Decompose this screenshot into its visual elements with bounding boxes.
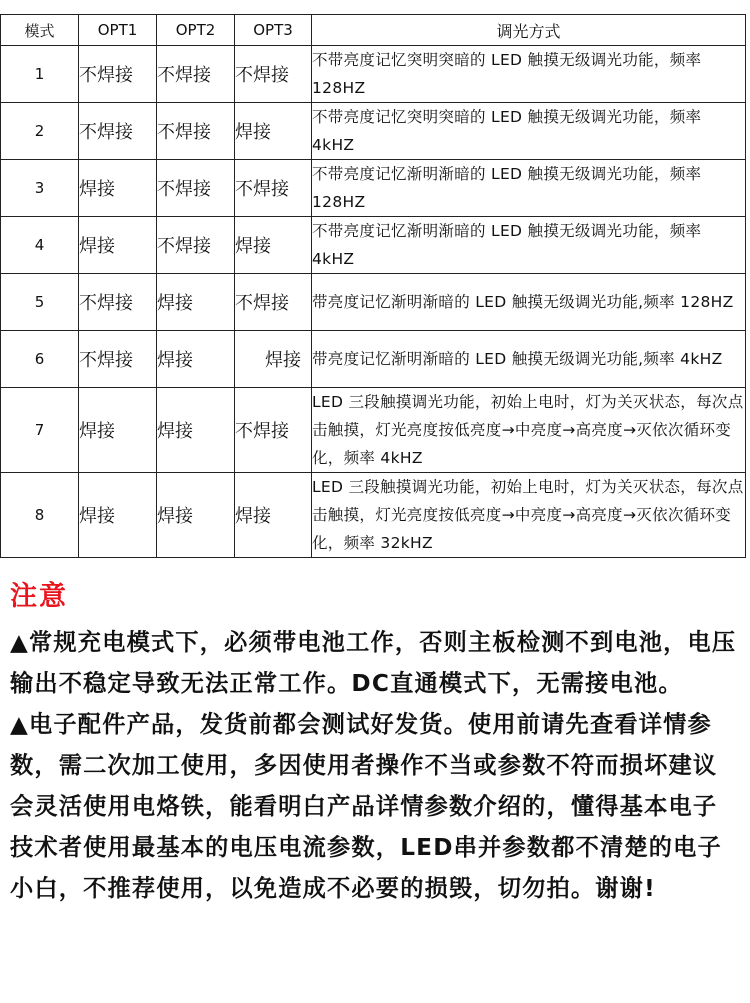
header-opt1: OPT1 xyxy=(79,15,157,46)
opt1-cell: 焊接 xyxy=(79,473,157,558)
notice-title: 注意 xyxy=(10,581,68,612)
opt2-cell: 不焊接 xyxy=(157,103,235,160)
opt3-cell: 焊接 xyxy=(235,103,312,160)
mode-cell: 8 xyxy=(1,473,79,558)
header-mode: 模式 xyxy=(1,15,79,46)
opt1-cell: 焊接 xyxy=(79,160,157,217)
dimming-method-cell: 不带亮度记忆渐明渐暗的 LED 触摸无级调光功能，频率 4kHZ xyxy=(312,217,746,274)
table-row xyxy=(1,217,746,274)
mode-cell: 7 xyxy=(1,388,79,473)
table-row xyxy=(1,46,746,103)
header-opt3: OPT3 xyxy=(235,15,312,46)
mode-cell: 5 xyxy=(1,274,79,331)
opt3-cell: 不焊接 xyxy=(235,388,312,473)
opt2-cell: 不焊接 xyxy=(157,46,235,103)
mode-cell: 2 xyxy=(1,103,79,160)
notice-paragraph-battery: ▲常规充电模式下，必须带电池工作，否则主板检测不到电池，电压输出不稳定导致无法正常工作。DC直通模式下，无需接电池。 xyxy=(10,629,737,697)
notice-section xyxy=(10,580,740,909)
dimming-mode-table-wrapper xyxy=(0,14,745,558)
dimming-method-cell: 不带亮度记忆渐明渐暗的 LED 触摸无级调光功能，频率 128HZ xyxy=(312,160,746,217)
opt3-cell: 焊接 xyxy=(235,217,312,274)
mode-cell: 6 xyxy=(1,331,79,388)
opt3-cell: 焊接 xyxy=(235,331,312,388)
opt1-cell: 不焊接 xyxy=(79,46,157,103)
dimming-method-cell: 不带亮度记忆突明突暗的 LED 触摸无级调光功能，频率 128HZ xyxy=(312,46,746,103)
mode-cell: 1 xyxy=(1,46,79,103)
table-row xyxy=(1,388,746,473)
header-opt2: OPT2 xyxy=(157,15,235,46)
opt2-cell: 不焊接 xyxy=(157,217,235,274)
mode-cell: 3 xyxy=(1,160,79,217)
notice-paragraph-usage: ▲电子配件产品，发货前都会测试好发货。使用前请先查看详情参数，需二次加工使用，多因使用者操作不当或参数不符而损坏建议会灵活使用电烙铁，能看明白产品详情参数介绍的，懂得基本电子技术者使用最基本的电压电流参数，LED串并参数都不清楚的电子小白，不推荐使用，以免造成不必要的损毁，切勿拍。谢谢! xyxy=(10,711,722,902)
opt1-cell: 不焊接 xyxy=(79,331,157,388)
table-row xyxy=(1,160,746,217)
table-row xyxy=(1,331,746,388)
table-header-row xyxy=(1,15,746,46)
opt3-cell: 不焊接 xyxy=(235,160,312,217)
opt2-cell: 不焊接 xyxy=(157,160,235,217)
opt3-cell: 焊接 xyxy=(235,473,312,558)
dimming-method-cell: 带亮度记忆渐明渐暗的 LED 触摸无级调光功能,频率 4kHZ xyxy=(312,331,746,388)
dimming-method-cell: LED 三段触摸调光功能，初始上电时，灯为关灭状态，每次点击触摸，灯光亮度按低亮度→中亮度→高亮度→灭依次循环变化，频率 4kHZ xyxy=(312,388,746,473)
table-row xyxy=(1,103,746,160)
opt1-cell: 焊接 xyxy=(79,217,157,274)
header-dimming-method: 调光方式 xyxy=(312,15,746,46)
opt2-cell: 焊接 xyxy=(157,473,235,558)
opt2-cell: 焊接 xyxy=(157,388,235,473)
dimming-method-cell: 不带亮度记忆突明突暗的 LED 触摸无级调光功能，频率 4kHZ xyxy=(312,103,746,160)
opt3-cell: 不焊接 xyxy=(235,274,312,331)
table-row xyxy=(1,274,746,331)
dimming-method-cell: 带亮度记忆渐明渐暗的 LED 触摸无级调光功能,频率 128HZ xyxy=(312,274,746,331)
table-row xyxy=(1,473,746,558)
opt2-cell: 焊接 xyxy=(157,331,235,388)
opt1-cell: 不焊接 xyxy=(79,103,157,160)
dimming-mode-table xyxy=(0,14,746,558)
mode-cell: 4 xyxy=(1,217,79,274)
opt1-cell: 不焊接 xyxy=(79,274,157,331)
opt1-cell: 焊接 xyxy=(79,388,157,473)
dimming-method-cell: LED 三段触摸调光功能，初始上电时，灯为关灭状态，每次点击触摸，灯光亮度按低亮度→中亮度→高亮度→灭依次循环变化，频率 32kHZ xyxy=(312,473,746,558)
opt3-cell: 不焊接 xyxy=(235,46,312,103)
opt2-cell: 焊接 xyxy=(157,274,235,331)
